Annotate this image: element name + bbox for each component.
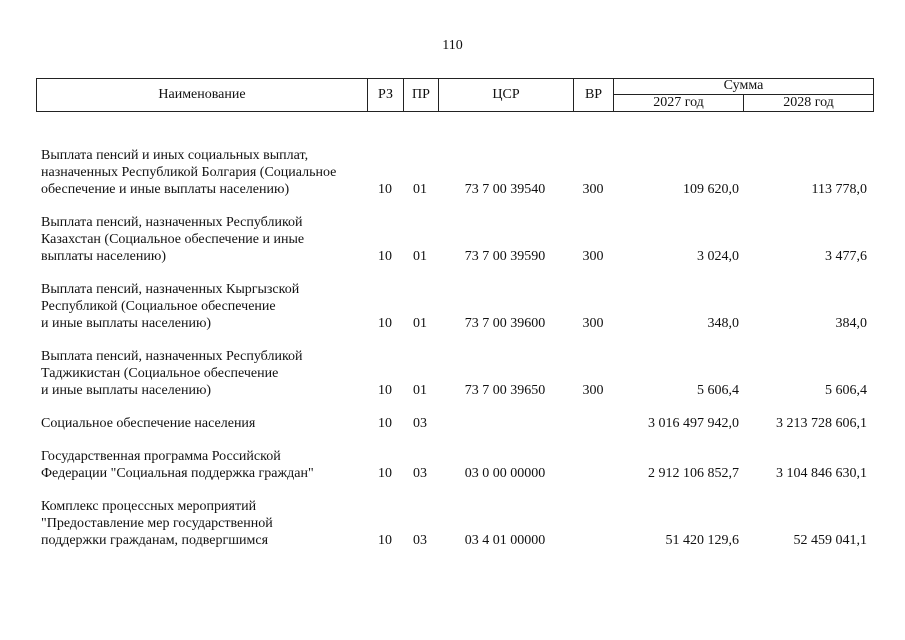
row-sum-2028: 3 477,6: [825, 249, 867, 264]
row-rz: 10: [378, 466, 392, 481]
row-sum-2028: 384,0: [835, 316, 867, 331]
header-csr: ЦСР: [492, 87, 520, 102]
header-year-2027: 2027 год: [653, 95, 704, 110]
row-pr: 01: [413, 316, 427, 331]
row-vr: 300: [582, 182, 604, 197]
row-rz: 10: [378, 249, 392, 264]
header-year-2028: 2028 год: [783, 95, 834, 110]
row-rz: 10: [378, 416, 392, 431]
row-sum-2027: 348,0: [707, 316, 739, 331]
row-vr: 300: [582, 249, 604, 264]
row-name: Выплата пенсий, назначенных Республикой Таджикистан (Социальное обеспечение и иные выплаты населению): [41, 349, 303, 398]
row-name: Комплекс процессных мероприятий "Предоставление мер государственной поддержки гражданам, подвергшимся: [41, 499, 273, 548]
header-name: Наименование: [158, 87, 246, 102]
row-sum-2027: 3 024,0: [697, 249, 739, 264]
row-name: Выплата пенсий, назначенных Кыргызской Республикой (Социальное обеспечение и иные выплаты населению): [41, 282, 300, 331]
row-name: Государственная программа Российской Федерации "Социальная поддержка граждан": [41, 449, 314, 481]
row-csr: 03 4 01 00000: [464, 533, 546, 548]
row-pr: 03: [413, 466, 427, 481]
row-sum-2028: 3 104 846 630,1: [776, 466, 867, 481]
header-rz: РЗ: [378, 87, 393, 102]
row-sum-2028: 5 606,4: [825, 383, 867, 398]
row-pr: 01: [413, 383, 427, 398]
row-csr: 73 7 00 39590: [464, 249, 546, 264]
row-rz: 10: [378, 316, 392, 331]
row-vr: 300: [582, 316, 604, 331]
header-vr: ВР: [584, 87, 603, 102]
page-number: 110: [442, 38, 463, 53]
row-sum-2028: 52 459 041,1: [793, 533, 867, 548]
row-sum-2027: 5 606,4: [697, 383, 739, 398]
row-csr: 73 7 00 39650: [464, 383, 546, 398]
row-pr: 03: [413, 416, 427, 431]
row-rz: 10: [378, 533, 392, 548]
row-rz: 10: [378, 383, 392, 398]
row-pr: 03: [413, 533, 427, 548]
header-pr: ПР: [412, 87, 430, 102]
row-csr: 03 0 00 00000: [464, 466, 546, 481]
row-sum-2027: 109 620,0: [683, 182, 739, 197]
row-name: Выплата пенсий, назначенных Республикой Казахстан (Социальное обеспечение и иные выплаты населению): [41, 215, 305, 264]
row-csr: 73 7 00 39540: [464, 182, 546, 197]
row-sum-2027: 3 016 497 942,0: [648, 416, 739, 431]
table-header: [36, 78, 874, 112]
row-sum-2027: 51 420 129,6: [665, 533, 739, 548]
row-sum-2028: 3 213 728 606,1: [776, 416, 867, 431]
row-sum-2027: 2 912 106 852,7: [648, 466, 739, 481]
row-pr: 01: [413, 182, 427, 197]
row-name: Выплата пенсий и иных социальных выплат, назначенных Республикой Болгария (Социальное обеспечение и иные выплаты населению): [41, 148, 337, 197]
row-rz: 10: [378, 182, 392, 197]
row-name: Социальное обеспечение населения: [41, 416, 256, 431]
row-sum-2028: 113 778,0: [811, 182, 867, 197]
row-csr: 73 7 00 39600: [464, 316, 546, 331]
header-sum: Сумма: [723, 78, 764, 93]
row-pr: 01: [413, 249, 427, 264]
row-vr: 300: [582, 383, 604, 398]
